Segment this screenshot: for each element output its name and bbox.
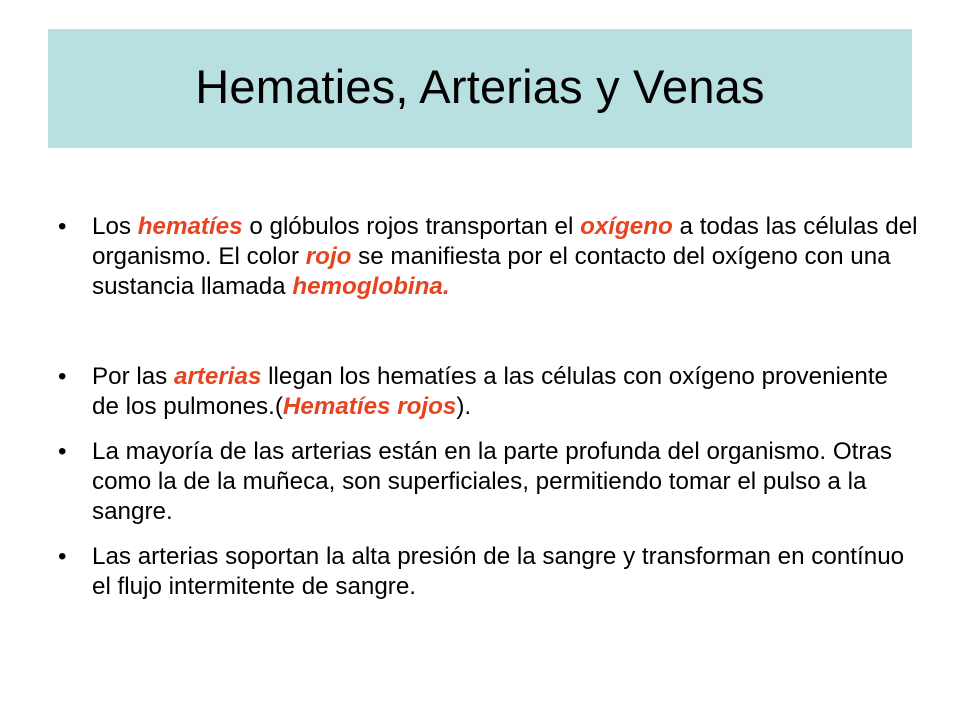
highlight-oxigeno: oxígeno (580, 213, 673, 240)
text-segment: se manifiesta por el contacto del oxígeno con una sustancia llamada (92, 243, 891, 300)
bullet-item-arterias (58, 362, 918, 422)
bullet-text (92, 213, 918, 300)
highlight-hemoglobina: hemoglobina. (292, 273, 450, 300)
bullet-icon: • (58, 213, 67, 240)
highlight-hematies: hematíes (137, 213, 243, 240)
bullet-list (58, 212, 918, 602)
bullet-icon: • (58, 438, 67, 465)
highlight-rojo: rojo (305, 243, 352, 270)
bullet-icon: • (58, 363, 67, 390)
bullet-icon: • (58, 543, 67, 570)
bullet-item-mayoria-arterias (58, 437, 918, 527)
bullet-item-hematies (58, 212, 918, 302)
bullet-text (92, 363, 888, 420)
highlight-hematies-rojos: Hematíes rojos (282, 393, 457, 420)
text-segment: ). (456, 393, 472, 420)
text-segment: o glóbulos rojos transportan el (242, 213, 581, 240)
text-segment: Los (92, 213, 138, 240)
bullet-item-presion (58, 542, 918, 602)
bullet-text: La mayoría de las arterias están en la parte profunda del organismo. Otras como la de la muñeca, son superficiales, permitiendo tomar el pulso a la sangre. (92, 438, 892, 525)
bullet-text: Las arterias soportan la alta presión de la sangre y transforman en contínuo el flujo intermitente de sangre. (92, 543, 905, 600)
title-band (48, 29, 912, 148)
text-segment: a todas las células del organismo. El color (92, 213, 918, 270)
slide-title: Hematies, Arterias y Venas (195, 60, 765, 113)
text-segment: llegan los hematíes a las células con oxígeno proveniente de los pulmones.( (92, 363, 889, 420)
highlight-arterias: arterias (174, 363, 262, 390)
text-segment: Por las (92, 363, 174, 390)
